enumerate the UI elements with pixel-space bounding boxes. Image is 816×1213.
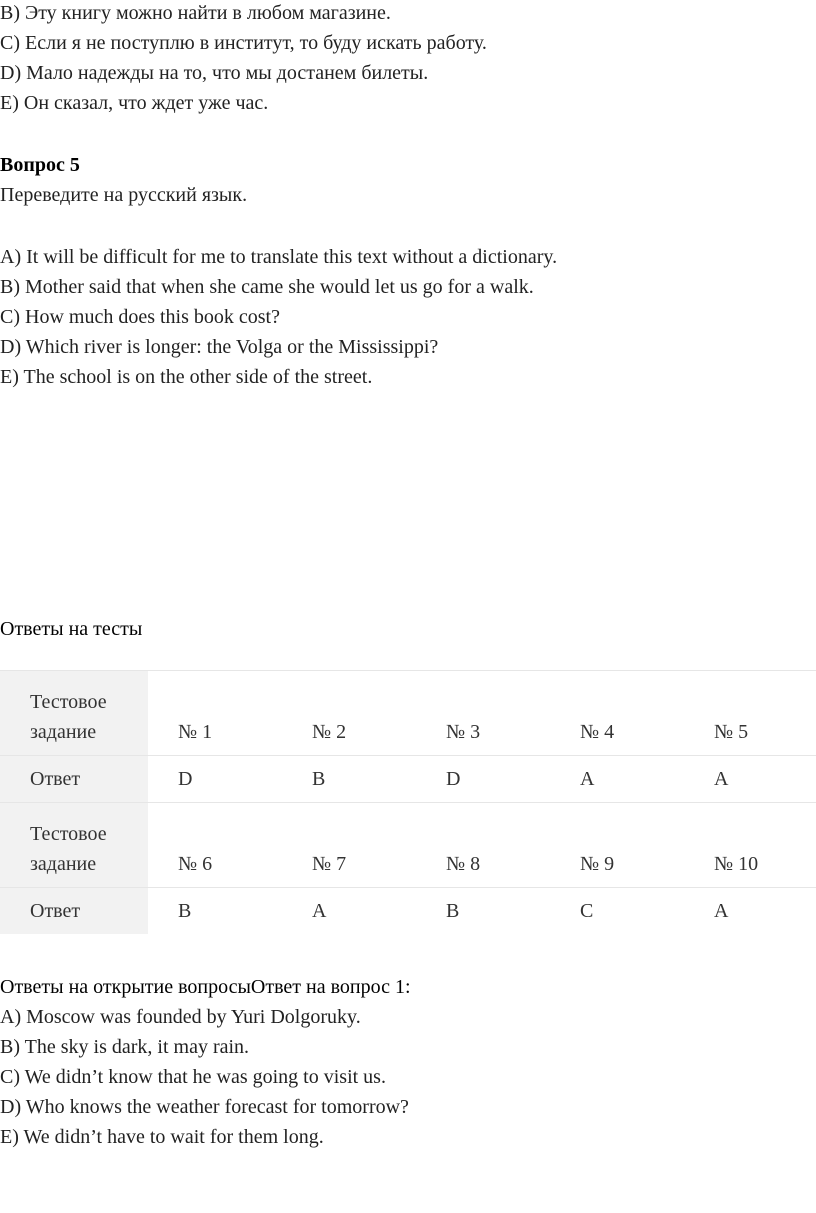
task-label-line1: Тестовое — [30, 691, 107, 713]
answer-cell: C — [550, 888, 684, 935]
task-number-cell: № 3 — [416, 671, 550, 756]
table-row — [0, 803, 816, 888]
open-answer-item-c: C) We didn’t know that he was going to visit us. — [0, 1066, 386, 1088]
q4-item-d: D) Мало надежды на то, что мы достанем билеты. — [0, 62, 429, 84]
answer-cell: B — [282, 756, 416, 803]
answer-cell: A — [282, 888, 416, 935]
q4-item-e: E) Он сказал, что ждет уже час. — [0, 92, 269, 114]
task-label-line1: Тестовое — [30, 823, 107, 845]
open-answer-item-d: D) Who knows the weather forecast for tomorrow? — [0, 1096, 409, 1118]
q5-item-b: B) Mother said that when she came she would let us go for a walk. — [0, 276, 534, 298]
answer-cell: A — [550, 756, 684, 803]
open-answer-item-a: A) Moscow was founded by Yuri Dolgoruky. — [0, 1006, 361, 1028]
answer-cell: A — [684, 888, 816, 935]
answers-title: Ответы на тесты — [0, 618, 143, 640]
answer-cell: B — [416, 888, 550, 935]
task-number-cell: № 1 — [148, 671, 282, 756]
q4-item-c: C) Если я не поступлю в институт, то буду искать работу. — [0, 32, 487, 54]
task-label-cell — [0, 671, 148, 756]
answer-cell: D — [416, 756, 550, 803]
task-number-cell: № 5 — [684, 671, 816, 756]
task-label-line2: задание — [30, 721, 97, 743]
table-row — [0, 888, 816, 935]
answer-cell: D — [148, 756, 282, 803]
q5-item-a: A) It will be difficult for me to translate this text without a dictionary. — [0, 246, 558, 268]
answer-cell: A — [684, 756, 816, 803]
open-answer-item-b: B) The sky is dark, it may rain. — [0, 1036, 250, 1058]
q5-item-e: E) The school is on the other side of the street. — [0, 366, 373, 388]
q4-item-b: B) Эту книгу можно найти в любом магазине. — [0, 2, 391, 24]
q5-item-d: D) Which river is longer: the Volga or the Mississippi? — [0, 336, 439, 358]
table-row — [0, 671, 816, 756]
answer-cell: B — [148, 888, 282, 935]
question5-instruction: Переведите на русский язык. — [0, 184, 248, 206]
task-number-cell: № 10 — [684, 803, 816, 888]
task-label-cell — [0, 803, 148, 888]
task-number-cell: № 9 — [550, 803, 684, 888]
q5-item-c: C) How much does this book cost? — [0, 306, 280, 328]
table-row — [0, 756, 816, 803]
task-label-line2: задание — [30, 853, 97, 875]
open-answer-item-e: E) We didn’t have to wait for them long. — [0, 1126, 324, 1148]
answer-label-cell: Ответ — [0, 888, 148, 935]
task-number-cell: № 7 — [282, 803, 416, 888]
answer-label-cell: Ответ — [0, 756, 148, 803]
answers-table — [0, 670, 816, 934]
task-number-cell: № 8 — [416, 803, 550, 888]
open-answers-title: Ответы на открытие вопросыОтвет на вопрос 1: — [0, 976, 411, 998]
task-number-cell: № 4 — [550, 671, 684, 756]
task-number-cell: № 2 — [282, 671, 416, 756]
task-number-cell: № 6 — [148, 803, 282, 888]
question5-title: Вопрос 5 — [0, 154, 80, 176]
